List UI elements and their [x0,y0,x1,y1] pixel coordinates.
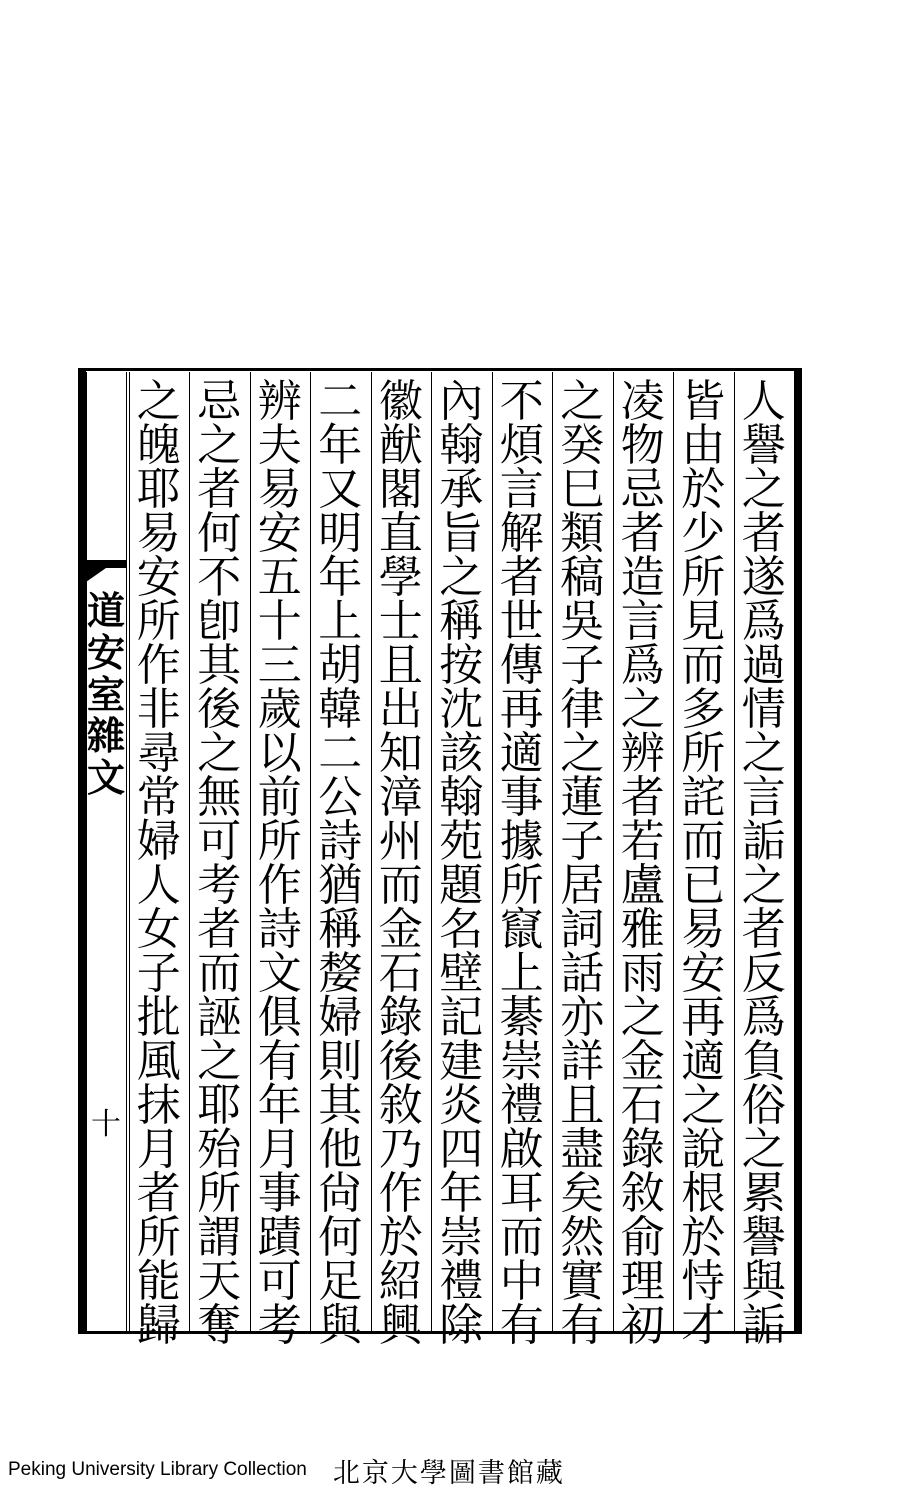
banxin-title: 道 安 室 雜 文 [86,588,125,801]
column-rule [613,372,614,1332]
column-rule [310,372,311,1332]
column-rule [734,372,735,1332]
column-rule [129,372,130,1332]
column-rule [492,372,493,1332]
column-rule [371,372,372,1332]
text-column: 之 魄 耶 易 安 所 作 非 尋 常 婦 人 女 子 批 風 抹 月 者 所 能 歸 [136,376,181,1351]
banxin-left-rule [86,372,87,1332]
text-column: 忌 之 者 何 不 卽 其 後 之 無 可 考 者 而 誣 之 耶 殆 所 謂 天 奪 [197,376,242,1351]
text-column: 不 煩 言 解 者 世 傳 再 適 事 據 所 竄 上 綦 崇 禮 啟 耳 而 中 有 [499,376,544,1351]
text-column: 皆 由 於 少 所 見 而 多 所 詫 而 已 易 安 再 適 之 說 根 於 恃 才 [681,376,726,1351]
text-column: 辨 夫 易 安 五 十 三 歲 以 前 所 作 詩 文 俱 有 年 月 事 蹟 可 考 [257,376,302,1351]
text-column: 凌 物 忌 者 造 言 爲 之 辨 者 若 盧 雅 雨 之 金 石 錄 敘 俞 理 初 [620,376,665,1351]
column-rule [189,372,190,1332]
text-column: 人 譽 之 者 遂 爲 過 情 之 言 詬 之 者 反 爲 負 俗 之 累 譽 與 詬 [741,376,786,1351]
column-rule [673,372,674,1332]
text-column: 內 翰 承 旨 之 稱 按 沈 該 翰 苑 題 名 壁 記 建 炎 四 年 崇 禮 除 [439,376,484,1351]
text-column: 徽 猷 閣 直 學 士 且 出 知 漳 州 而 金 石 錄 後 敘 乃 作 於 紹 興 [378,376,423,1351]
column-rule [250,372,251,1332]
collection-label-en: Peking University Library Collection [8,1459,307,1480]
text-column: 之 癸 巳 類 稿 吳 子 律 之 蓮 子 居 詞 話 亦 詳 且 盡 矣 然 實 有 [560,376,605,1351]
footer [8,1450,565,1490]
fishtail-mark [86,560,127,580]
column-rule [552,372,553,1332]
banxin-right-rule [126,372,127,1332]
banxin-page-number: 十 [91,1107,121,1142]
text-column: 二 年 又 明 年 上 胡 韓 二 公 詩 猶 稱 嫠 婦 則 其 他 尙 何 足 與 [318,376,363,1351]
collection-label-zh: 北京大學圖書館藏 [332,1457,565,1489]
column-rule [431,372,432,1332]
